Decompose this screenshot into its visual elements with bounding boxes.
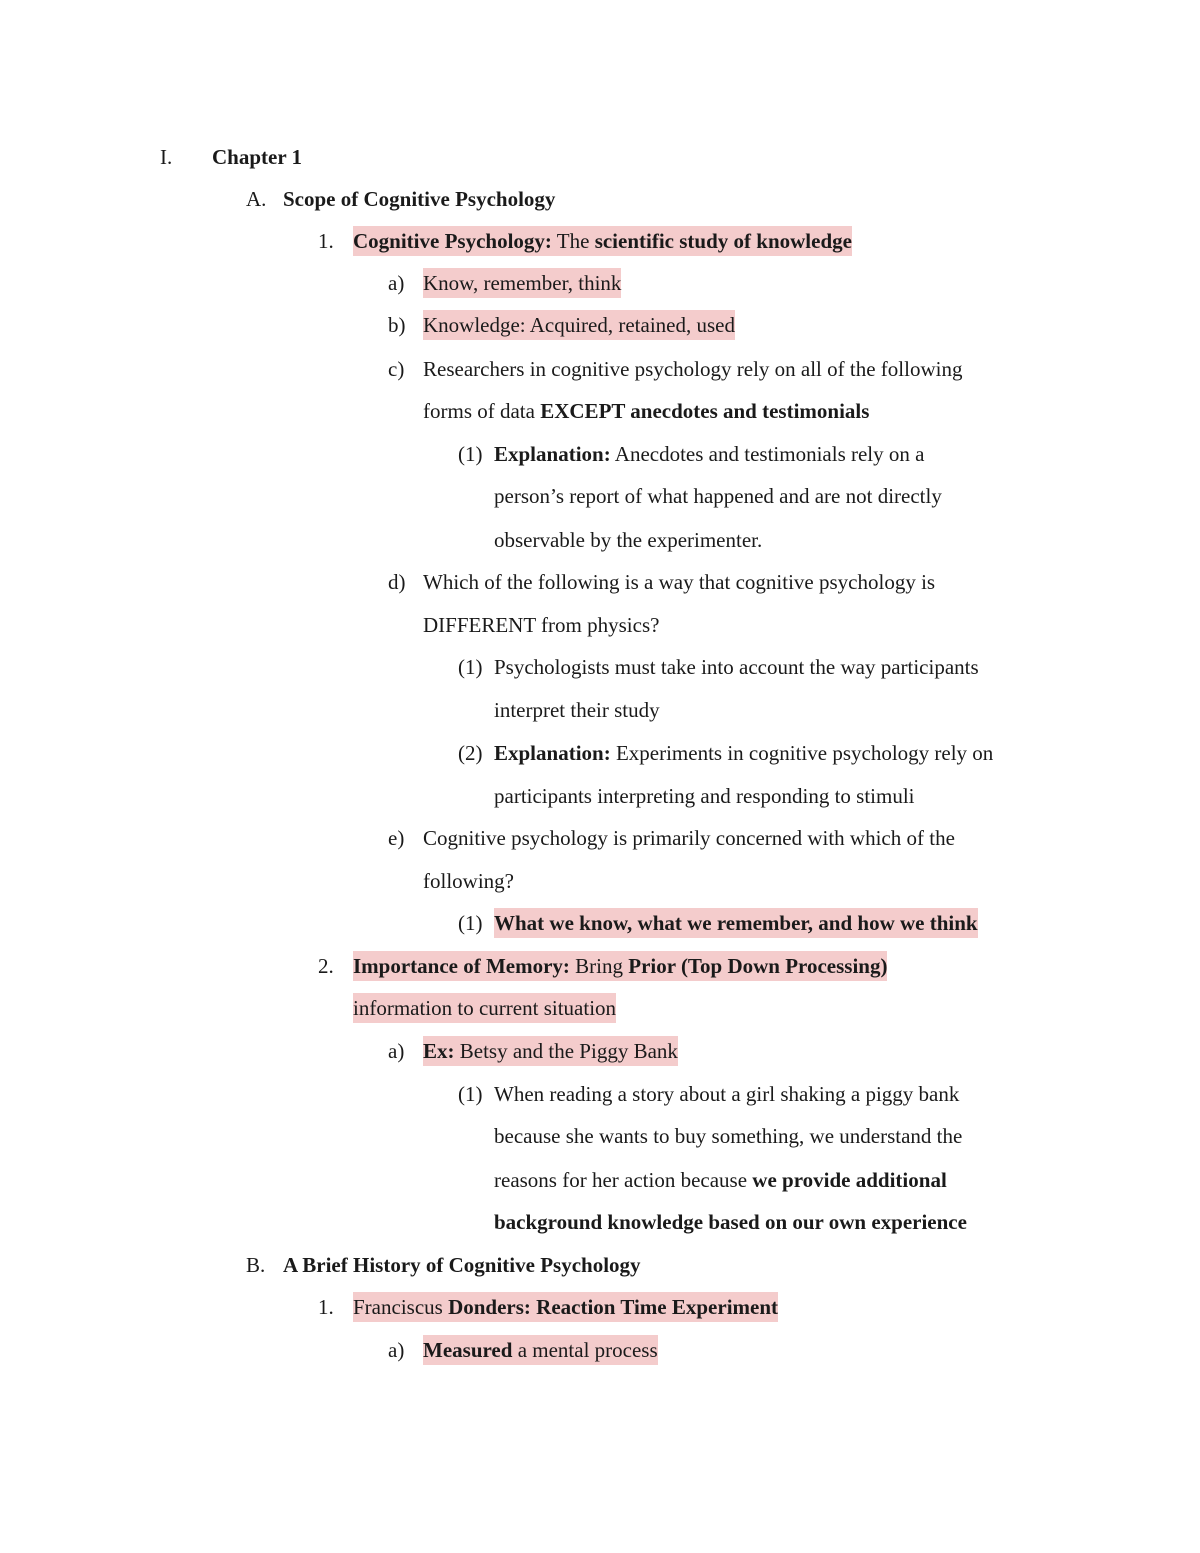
item2-sub-a-text: Ex: Betsy and the Piggy Bank (423, 1036, 678, 1066)
section-b-sub-a-text: Measured a mental process (423, 1335, 658, 1365)
item2-sub-a-marker: a) (388, 1039, 405, 1063)
sub-e-marker: e) (388, 826, 405, 850)
sub-a-marker: a) (388, 271, 405, 295)
item2-n1-line3: reasons for her action because we provide additional (494, 1168, 947, 1192)
sub-d-n2-line1: Explanation: Experiments in cognitive psychology rely on (494, 741, 994, 765)
section-b-marker: B. (246, 1253, 266, 1277)
sub-d-marker: d) (388, 570, 406, 594)
section-b-title: A Brief History of Cognitive Psychology (283, 1253, 641, 1277)
sub-e-n1-marker: (1) (458, 911, 483, 935)
sub-c-n1-marker: (1) (458, 442, 483, 466)
item1-definition: Cognitive Psychology: The scientific study of knowledge (353, 226, 852, 256)
sub-d-n1-marker: (1) (458, 655, 483, 679)
section-a-marker: A. (246, 187, 267, 211)
sub-d-line1: Which of the following is a way that cognitive psychology is (423, 570, 936, 594)
section-b-item1-marker: 1. (318, 1295, 334, 1319)
sub-c-n1-line1: Explanation: Anecdotes and testimonials rely on a (494, 442, 925, 466)
section-b-item1-text: Franciscus Donders: Reaction Time Experiment (353, 1292, 778, 1322)
item2-n1-line1: When reading a story about a girl shaking a piggy bank (494, 1082, 960, 1106)
item1-marker: 1. (318, 229, 334, 253)
item2-line1: Importance of Memory: Bring Prior (Top Down Processing) (353, 951, 887, 981)
sub-c-line2: forms of data EXCEPT anecdotes and testimonials (423, 399, 870, 423)
item2-n1-marker: (1) (458, 1082, 483, 1106)
sub-e-n1-answer: What we know, what we remember, and how we think (494, 908, 978, 938)
sub-d-n1-line1: Psychologists must take into account the way participants (494, 655, 979, 679)
section-a-title: Scope of Cognitive Psychology (283, 187, 556, 211)
sub-c-n1-line2: person’s report of what happened and are not directly (494, 484, 942, 508)
sub-b-marker: b) (388, 313, 406, 337)
sub-d-line2: DIFFERENT from physics? (423, 613, 660, 637)
sub-a-text: Know, remember, think (423, 268, 621, 298)
sub-d-n2-marker: (2) (458, 741, 483, 765)
chapter-marker: I. (160, 145, 173, 169)
item2-n1-line4: background knowledge based on our own experience (494, 1210, 967, 1234)
sub-e-line2: following? (423, 869, 514, 893)
sub-c-line1: Researchers in cognitive psychology rely on all of the following (423, 357, 963, 381)
sub-c-marker: c) (388, 357, 405, 381)
sub-b-text: Knowledge: Acquired, retained, used (423, 310, 735, 340)
sub-e-line1: Cognitive psychology is primarily concerned with which of the (423, 826, 955, 850)
chapter-title: Chapter 1 (212, 145, 303, 169)
item2-n1-line2: because she wants to buy something, we understand the (494, 1124, 963, 1148)
sub-d-n2-line2: participants interpreting and responding to stimuli (494, 784, 915, 808)
item2-line2: information to current situation (353, 993, 616, 1023)
section-b-sub-a-marker: a) (388, 1338, 405, 1362)
item2-marker: 2. (318, 954, 334, 978)
sub-d-n1-line2: interpret their study (494, 698, 660, 722)
sub-c-n1-line3: observable by the experimenter. (494, 528, 763, 552)
